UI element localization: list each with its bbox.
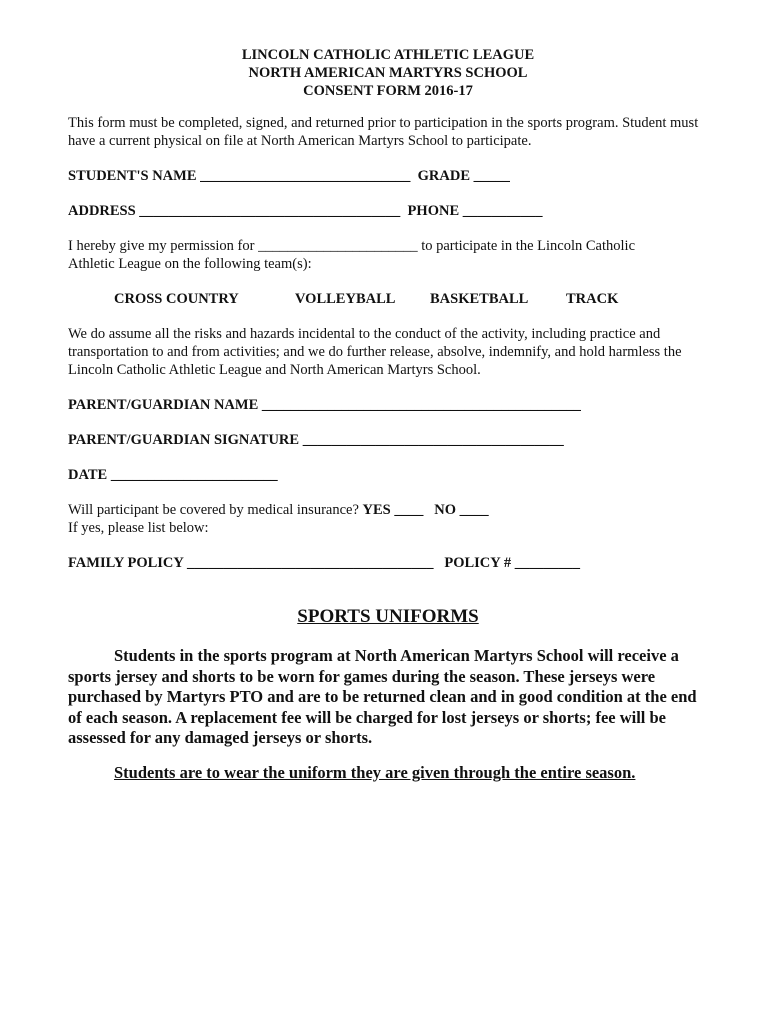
insurance-no-field[interactable]: NO ____: [434, 502, 489, 518]
team-track: TRACK: [566, 291, 619, 307]
school-title: NORTH AMERICAN MARTYRS SCHOOL: [248, 65, 528, 81]
parent-name-field[interactable]: PARENT/GUARDIAN NAME ____________________________________________: [68, 397, 581, 413]
parent-signature-field[interactable]: PARENT/GUARDIAN SIGNATURE ____________________________________: [68, 432, 564, 448]
permission-line-2: Athletic League on the following team(s):: [68, 256, 312, 272]
form-title: CONSENT FORM 2016-17: [303, 83, 473, 99]
insurance-question-row: [68, 501, 708, 519]
student-name-grade-field[interactable]: STUDENT'S NAME _____________________________ GRADE _____: [68, 168, 510, 184]
risk-waiver-text: We do assume all the risks and hazards incidental to the conduct of the activity, including practice and transportation to and from activities; and we do further release, absolve, indemnify, and hold harmless the Lincoln Catholic Athletic League and North American Martyrs School.: [68, 326, 682, 378]
sports-uniforms-title: SPORTS UNIFORMS: [297, 606, 479, 627]
consent-form-page: [68, 46, 708, 783]
intro-text: This form must be completed, signed, and returned prior to participation in the sports program. Student must have a current physical on file at North American Martyrs School to participate.: [68, 115, 699, 149]
uniforms-paragraph: Students in the sports program at North American Martyrs School will receive a sports jersey and shorts to be worn for games during the season. These jerseys were purchased by Martyrs PTO and are to be returned clean and in good condition at the end of each season. A replacement fee will be charged for lost jerseys or shorts; fee will be assessed for any damaged jerseys or shorts.: [68, 646, 697, 747]
insurance-section: [68, 501, 708, 537]
uniforms-note: [68, 763, 708, 784]
permission-line-1[interactable]: I hereby give my permission for ______________________ to participate in the Lincoln Catholic: [68, 238, 636, 254]
permission-text: [68, 237, 708, 273]
team-volleyball: VOLLEYBALL: [295, 291, 396, 307]
team-cross-country: CROSS COUNTRY: [114, 291, 239, 307]
teams-list: [68, 290, 708, 308]
team-basketball: BASKETBALL: [430, 291, 529, 307]
address-phone-field[interactable]: ADDRESS ____________________________________ PHONE ___________: [68, 203, 543, 219]
family-policy-field[interactable]: FAMILY POLICY __________________________________ POLICY # _________: [68, 555, 580, 571]
form-header: [68, 46, 708, 100]
insurance-followup: If yes, please list below:: [68, 520, 209, 536]
league-title: LINCOLN CATHOLIC ATHLETIC LEAGUE: [241, 47, 535, 63]
date-field[interactable]: DATE _______________________: [68, 467, 278, 483]
insurance-yes-field[interactable]: YES ____: [362, 502, 424, 518]
uniforms-note-text: Students are to wear the uniform they are given through the entire season.: [114, 762, 636, 782]
insurance-question: Will participant be covered by medical insurance?: [68, 502, 363, 518]
